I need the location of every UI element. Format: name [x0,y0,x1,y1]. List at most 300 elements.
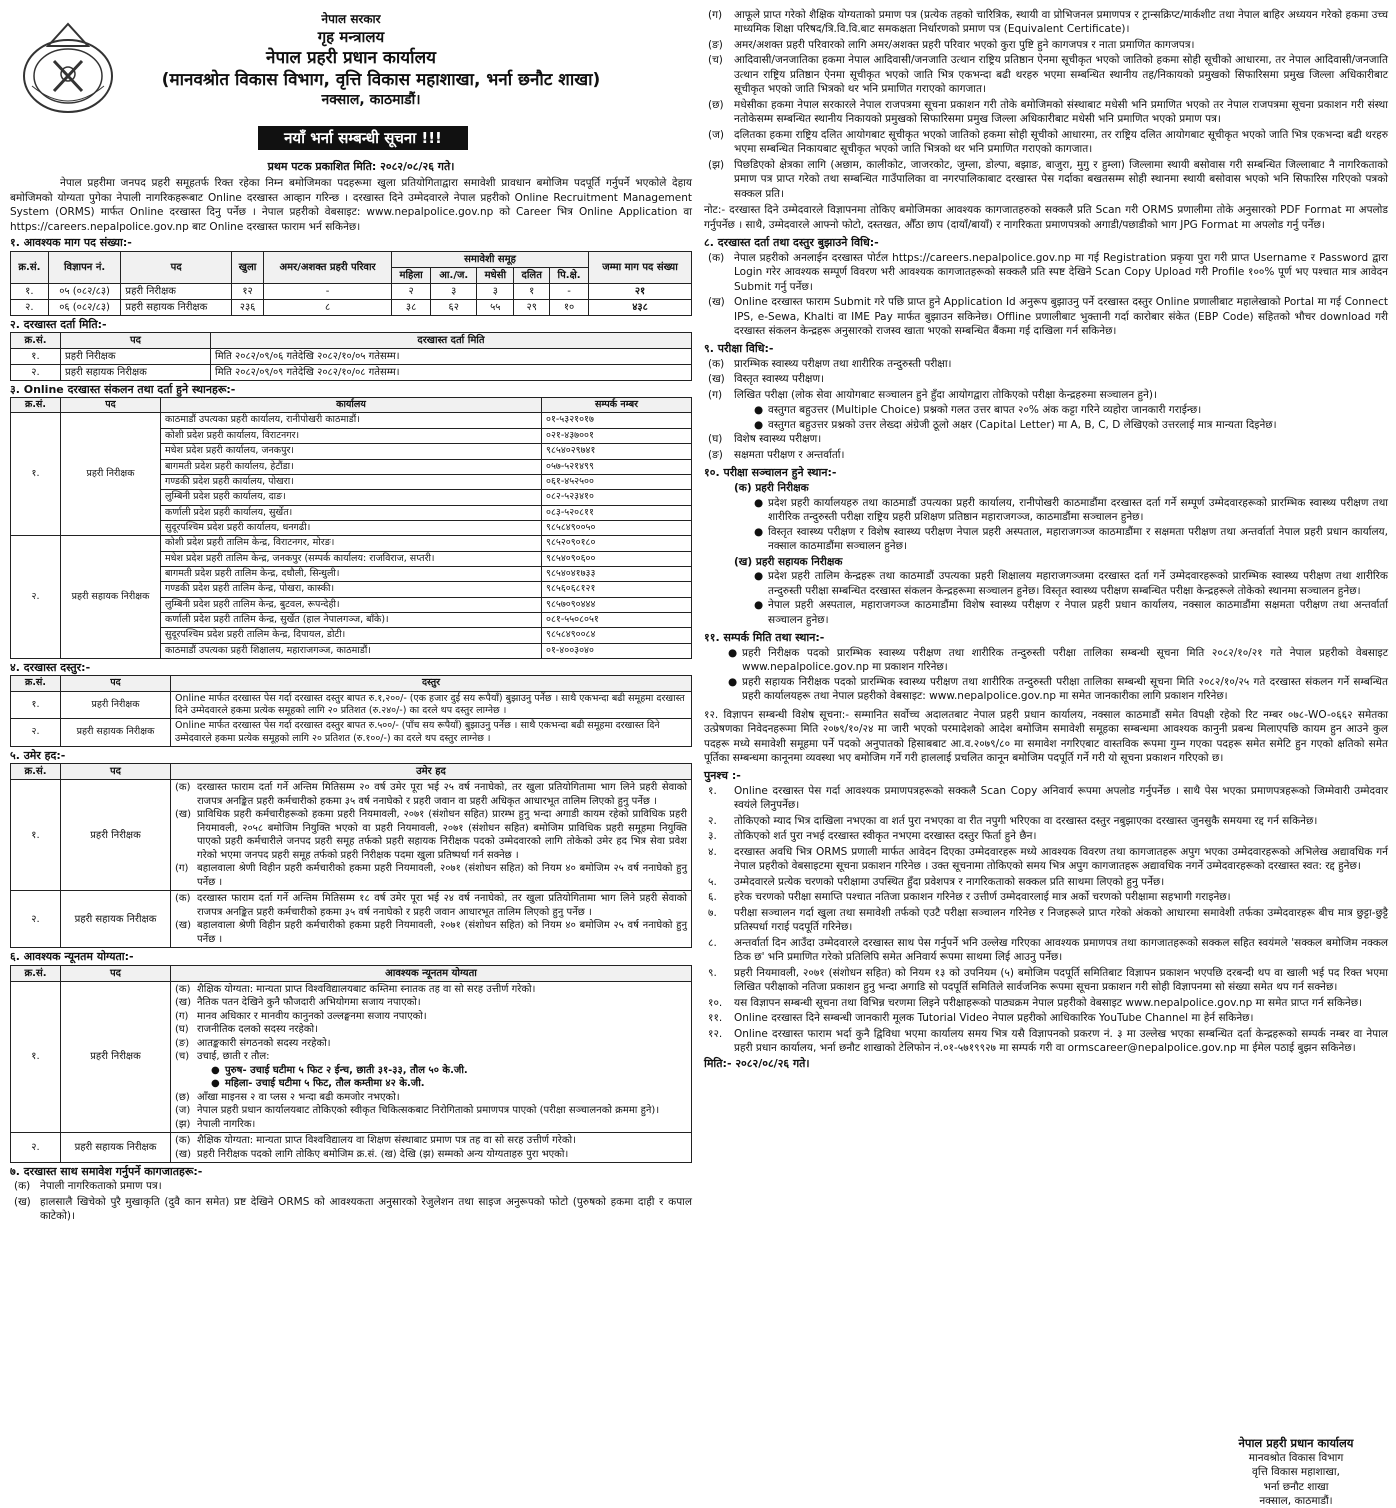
sub-heading: (क) प्रहरी निरीक्षक [734,482,809,495]
col-header: आवश्यक न्यूनतम योग्यता [171,965,692,981]
item-marker: (झ) [708,158,725,171]
item-marker: (ग) [708,388,723,401]
list-item [704,388,1388,402]
cell: Online मार्फत दरखास्त पेस गर्दा दरखास्त दस्तुर बापत रु.५००/- (पाँच सय रूपैयाँ) बुझाउनु पर्नेछ । साथै एकभन्दा बढी समूहमा दरखास्त दिने उम्मेदवारले हकमा प्रत्येक समूहको लागि २० प्रतिशत (रु.१००/-) का दरले थप दस्तुर लाग्नेछ । [171,719,692,747]
table-row [11,1133,692,1163]
col-header: क्र.सं. [11,965,61,981]
section-1-title: १. आवश्यक माग पद संख्या:- [10,236,132,250]
col-header: जम्मा माग पद संख्या [589,251,692,283]
list-item [704,906,1388,935]
list-item [175,1010,687,1024]
cell: प्रहरी सहायक निरीक्षक [61,536,161,659]
col-header: कार्यालय [161,398,542,413]
section-9-title: ९. परीक्षा विधि:- [704,342,774,356]
signature-line: नक्साल, काठमाडौं। [1259,1494,1333,1507]
item-text: बहालवाला श्रेणी विहीन प्रहरी कर्मचारीको हकमा प्रहरी नियमावली, २०७१ (संशोधन सहित) को नियम ४० बमोजिम २५ वर्ष ननाघेको हुनु पर्नेछ । [197,920,687,945]
cell: १. [11,348,61,364]
item-marker: (ङ) [708,448,723,461]
item-marker: (ख) [14,1195,31,1208]
cell: ०५ (०८२/८३) [48,283,121,299]
list-item: ● पुरुष- उचाई घटीमा ५ फिट २ ईन्च, छाती ३१-३३, तौल ५० के.जी. [211,1064,468,1076]
section-5-title: ५. उमेर हद:- [10,748,66,762]
division-name: (मानवश्रोत विकास विभाग, वृत्ति विकास महाशाखा, भर्ना छनौट शाखा) [161,70,601,91]
item-text: नेपाली नागरिक। [197,1118,256,1130]
col-header: पद [61,676,171,691]
table-row [11,719,692,747]
cell: काठमाडौं उपत्यका प्रहरी शिक्षालय, महाराजगञ्ज, काठमाडौं। [161,643,542,658]
docs-list [10,1179,692,1223]
cell: गण्डकी प्रदेश प्रहरी कार्यालय, पोखरा। [161,474,542,489]
section-9-list-2 [704,432,1388,462]
list-item: ● प्रहरी निरीक्षक पदको प्रारम्भिक स्वास्थ्य परीक्षण तथा शारीरिक तन्दुरुस्ती परीक्षा तालिका सम्बन्धी सूचना मिति २०८२/१०/२१ गते नेपाल प्रहरीको वेबसाइट www.nepalpolice.gov.np मा प्रकाशन गरिनेछ। [728,646,1388,674]
bullet-icon: ● [754,418,764,431]
section-10 [704,481,1388,627]
col-header: दस्तुर [171,676,692,691]
section-3-title: ३. Online दरखास्त संकलन तथा दर्ता हुने स्थानहरू:- [10,382,236,396]
list-item [704,784,1388,813]
list-item [175,1118,687,1132]
item-marker: (क) [708,357,725,370]
item-marker: १०. [708,996,723,1009]
item-marker: ५. [708,875,717,888]
docs-note: नोट:- दरखास्त दिने उम्मेदवारले विज्ञापनमा तोकिए बमोजिमका आवश्यक कागजातहरुको सक्कलै प्रति Scan गरी ORMS प्रणालीमा तोके अनुसारको PDF Format मा अपलोड गर्नुपर्नेछ । साथै, उम्मेदवारले आफ्नो फोटो, दस्तखत, औँठा छाप (दायाँ/बायाँ) र नागरिकता प्रमाणपत्रको अगाडी/पछाडीको भाग JPG Format मा अपलोड गर्नु पर्नेछ। [704,204,1388,231]
cell: ९८५८४९००८४ [542,628,692,643]
bullet-icon: ● [754,496,764,509]
header [10,8,692,158]
list-item: ● नेपाल प्रहरी अस्पताल, महाराजगञ्ज काठमाडौंमा विशेष स्वास्थ्य परीक्षण र नेपाल प्रहरी प्रधान कार्यालय, नक्साल काठमाडौंमा सक्षमता परीक्षण तथा अन्तर्वार्ता सञ्चालन हुनेछ। [754,599,1388,626]
list-item [704,128,1388,157]
item-text: नेपाल प्रहरी प्रधान कार्यालयबाट तोकिएको स्वीकृत चिकित्सकबाट निरोगिताको प्रमाणपत्र पाएको (परीक्षा सञ्चालनको क्रममा हुने)। [197,1105,660,1117]
cell: प्रहरी सहायक निरीक्षक [61,364,211,380]
cell: - [264,283,392,299]
cell: काठमाडौं उपत्यका प्रहरी कार्यालय, रानीपोखरी काठमाडौं। [161,413,542,428]
cell: प्रहरी निरीक्षक [61,981,171,1133]
item-marker: (क) [175,893,191,905]
section-8-title: ८. दरखास्त दर्ता तथा दस्तुर बुझाउने विधि:- [704,236,879,250]
item-text: लिखित परीक्षा (लोक सेवा आयोगबाट सञ्चालन हुने हुँदा आयोगद्वारा तोकिएको परीक्षा केन्द्रहरुमा सञ्चालन हुने)। [734,388,1157,401]
item-marker: २. [708,814,717,827]
item-text: तोकिएको म्याद भित्र दाखिला नभएका वा शर्त पुरा नभएका वा रीत नपुगी भरिएका वा दरखास्त दस्तुर नबुझाएका दरखास्त जुनसुकै समयमा रद्द गर्न सकिनेछ। [734,814,1318,827]
right-column [704,8,1388,1072]
item-text: उम्मेदवारले प्रत्येक चरणको परीक्षामा उपस्थित हुँदा प्रवेशपत्र र नागरिकताको सक्कल प्रति साथमा लिएको हुनु पर्नेछ। [734,875,1165,888]
item-marker: (ग) [175,1010,189,1022]
list-item [175,808,687,862]
cell [171,780,692,891]
section-9-list [704,357,1388,402]
cell: मधेश प्रदेश प्रहरी कार्यालय, जनकपुर। [161,444,542,459]
cell: प्रहरी सहायक निरीक्षक [61,891,171,948]
cell: लुम्बिनी प्रदेश प्रहरी तालिम केन्द्र, बुटवल, रूपन्देही। [161,597,542,612]
section-12: १२. विज्ञापन सम्बन्धी विशेष सूचना:- सम्मानित सर्वोच्च अदालतबाट नेपाल प्रहरी प्रधान कार्यालय, नक्साल काठमाडौं समेत विपक्षी रहेको रिट नम्बर ०७८-WO-०६६२ समेतका उत्प्रेषणका निवेदनहरूमा मिति २०७९/१०/२४ मा जारी भएको परमादेशको आदेश बमोजिम समावेशी समूहका सम्बन्धमा आवश्यक कानुनी प्रबन्ध मिलाएपछि कायम हुन आउने कुल पदहरू मध्ये समावेशी समूहमा पर्ने पदको अनुपातको हिसाबबाट आ.व.२०७९/८० मा समावेश नगरिएबाट वास्तविक रूपमा गुम्न गएका पदहरू समेत समेटि हुन गएको क्षतिको समेत पूर्तिका सम्बन्धमा कानूनमा व्यवस्था भए बमोजिम गर्ने गरी हाललाई प्रचलित कानून बमोजिम पदपूर्ति गर्ने गरी यो सूचना प्रकाशन गरिएको छ। [704,708,1388,764]
item-marker: ९. [708,966,717,979]
cell: ३ [431,283,477,299]
item-marker: ३. [708,830,717,843]
cell: २९ [514,299,550,315]
table-row [11,283,692,299]
cell: १. [11,981,61,1133]
signature-line: वृत्ति विकास महाशाखा, [1251,1466,1340,1479]
bullet-icon: ● [728,675,738,688]
item-text: नैतिक पतन देखिने कुनै फौजदारी अभियोगमा सजाय नपाएको। [197,997,421,1009]
cell: ९८५८४९००५० [542,520,692,535]
list-item [175,1023,687,1037]
table-row [11,981,692,1133]
cell: २. [11,1133,61,1163]
cell: ९८५२०९०१८० [542,536,692,551]
item-marker: (ज) [175,1105,191,1117]
col-header: पद [121,251,231,283]
cell: ३८ [392,299,431,315]
cell: २३६ [231,299,263,315]
cell: ०१-४००३०४० [542,643,692,658]
col-header: क्र.सं. [11,764,61,780]
item-marker: (ख) [175,809,191,821]
list-item [704,966,1388,995]
cell: कोशी प्रदेश प्रहरी कार्यालय, विराटनगर। [161,428,542,443]
item-text: अन्तर्वार्ता दिन आउँदा उम्मेदवारले दरखास्त साथ पेस गर्नुपर्ने भनि उल्लेख गरिएका आवश्यक प्रमाणपत्र तथा कागजातहरूको सक्कल सहित स्वयंमले 'सक्कल बमोजिम नक्कल ठिक छ' भनि प्रमाणित गरेको प्रतिलिपि समेत अनिवार्य रूपमा साथमा लिई आउनु पर्नेछ। [734,936,1388,964]
sub-header: आ./ज. [431,267,477,283]
col-header: पद [61,965,171,981]
cell: ९८५७०९०४४४ [542,597,692,612]
fee-table [10,675,692,747]
list-item [704,996,1388,1010]
item-marker: (ग) [708,9,723,21]
cell: ९८५४०९०६०० [542,551,692,566]
section-2-title: २. दरखास्त दर्ता मिति:- [10,317,107,331]
section-11-title: ११. सम्पर्क मिति तथा स्थान:- [704,631,825,645]
col-header: सम्पर्क नम्बर [542,398,692,413]
sub-header: पि.क्षे. [550,267,589,283]
section-8-list [704,251,1388,339]
item-text: नेपाल प्रहरीको अनलाईन दरखास्त पोर्टल https://careers.nepalpolice.gov.np मा गई Registration प्रकृया पुरा गरी प्राप्त Username र Password द्वारा Login गरेर आवश्यक सम्पूर्ण विवरण भरी आवश्यक कागजातहरूको सक्कलै प्रति स्पष्ट देखिने Scan Copy Upload गरी Profile १००% पूर्ण भए पश्चात मात्र आवेदन Submit गर्नु पर्नेछ। [734,251,1388,293]
bullet-icon: ● [754,570,764,583]
cell: प्रहरी निरीक्षक [61,691,171,719]
cell: ०२१-४३७००१ [542,428,692,443]
govt-name: नेपाल सरकार [321,12,381,26]
item-marker: ६. [708,891,717,904]
item-text: तोकिएको शर्त पुरा नभई दरखास्त स्वीकृत नभएमा दरखास्त दस्तुर फिर्ता हुने छैन। [734,830,1037,843]
item-text: Online दरखास्त फाराम Submit गरे पछि प्राप्त हुने Application Id अनुरूप बुझाउनु पर्ने दरखास्त दस्तुर Online प्रणालीबाट महालेखाको Portal मा गई Connect IPS, e-Sewa, Khalti वा IME Pay मार्फत बुझाउन सकिनेछ। Offline प्रणालीबाट भुक्तानी गर्दा कारोबार संकेत (EBP Code) सहितको भौचर download गरी दरखास्त संकलन केन्द्रहरू अनुसारको राजस्व खाता भएको सम्बन्धित बैंकमा गई दाखिला गर्न सकिनेछ। [734,296,1388,337]
col-header: पद [61,398,161,413]
list-item [704,936,1388,965]
list-item: ● विस्तृत स्वास्थ्य परीक्षण र विशेष स्वास्थ्य परीक्षण नेपाल प्रहरी अस्पताल, महाराजगञ्ज काठमाडौंमा र सक्षमता परीक्षण तथा अन्तर्वार्ता नेपाल प्रहरी प्रधान कार्यालय, नक्साल काठमाडौंमा सञ्चालन हुनेछ। [754,525,1388,553]
item-marker: ४. [708,845,717,858]
col-header: क्र.सं. [11,251,49,283]
cell: ०५७-५२१४९९ [542,459,692,474]
list-item [704,158,1388,201]
sub-header: मधेसी [477,267,514,283]
cell: कोशी प्रदेश प्रहरी तालिम केन्द्र, विराटनगर, मोरङ। [161,536,542,551]
cell: प्रहरी सहायक निरीक्षक [61,719,171,747]
item-text: Online दरखास्त पेस गर्दा आवश्यक प्रमाणपत्रहरूको सक्कलै Scan Copy अनिवार्य रूपमा अपलोड गर्नुपर्नेछ । साथै पेस भएका प्रमाणपत्रहरूको जिम्मेवारी उम्मेदवार स्वयंले लिनुपर्नेछ। [734,784,1388,812]
col-header: क्र.सं. [11,332,61,348]
cell: २. [11,891,61,948]
cell: १. [11,691,61,719]
list-item [704,1027,1388,1056]
bullet-icon: ● [754,404,764,417]
list-item [10,1195,692,1224]
cell: २. [11,719,61,747]
cell: १० [550,299,589,315]
item-text: प्रहरी नियमावली, २०७१ (संशोधन सहित) को नियम १३ को उपनियम (५) बमोजिम पदपूर्ति समितिबाट विज्ञापन प्रकाशन भएपछि दरबन्दी थप वा खाली भई पद रिक्त भएमा लिखित परीक्षाको नतिजा प्रकाशन हुनु भन्दा अगाडि सो पदपूर्ति समितिले सार्वजनिक रूपमा सूचना प्रकाशन गरी सोही विज्ञापनमा सो संख्या समेत थप गर्न सक्नेछ। [734,966,1388,994]
list-item: ● वस्तुगत बहुउत्तर प्रश्नको उत्तर लेख्दा अंग्रेजी ठूलो अक्षर (Capital Letter) मा A, B, C, D लेखिएको उत्तरलाई मात्र मान्यता दिइनेछ। [754,418,1277,431]
item-text: सक्षमता परीक्षण र अन्तर्वार्ता। [734,448,845,461]
section-7-title: ७. दरखास्त साथ समावेश गर्नुपर्ने कागजातहरू:- [10,1165,203,1179]
col-header: उमेर हद [171,764,692,780]
item-marker: ७. [708,906,717,919]
list-item: ● वस्तुगत बहुउत्तर (Multiple Choice) प्रश्नको गलत उत्तर बापत २०% अंक कट्टा गरिने व्यहोरा जानकारी गराईन्छ। [754,404,1202,417]
cell: ६२ [431,299,477,315]
cell: २. [11,299,49,315]
sub-header: दलित [514,267,550,283]
item-marker: (ङ) [175,1037,190,1049]
col-header: दरखास्त दर्ता मिति [211,332,692,348]
list-item [10,1179,692,1193]
item-marker: (क) [708,251,725,264]
bullet-icon: ● [754,525,764,538]
col-header: अमर/अशक्त प्रहरी परिवार [264,251,392,283]
cell: प्रहरी निरीक्षक [61,780,171,891]
item-text: हालसालै खिचेको पुरै मुखाकृति (दुवै कान समेत) प्रष्ट देखिने ORMS को आवश्यकता अनुसारको रेजुलेशन तथा साइज अनुरूपको फोटो (पुरुषको हकमा दाही र कपाल काटेको)। [40,1195,692,1223]
list-item [175,1104,687,1118]
qualification-table [10,965,692,1164]
office-name: नेपाल प्रहरी प्रधान कार्यालय [266,48,436,69]
item-text: राजनीतिक दलको सदस्य नरहेको। [197,1024,318,1036]
item-marker: (ख) [175,997,191,1009]
cell: ८ [264,299,392,315]
cell: ०८२-५२३४१० [542,490,692,505]
list-item [175,862,687,889]
bullet-icon: ● [211,1078,220,1090]
bullet-icon: ● [728,646,738,659]
item-marker: (ख) [175,920,191,932]
item-text: मधेसीका हकमा नेपाल सरकारले नेपाल राजपत्रमा सूचना प्रकाशन गरी तोके बमोजिमको संस्थाबाट मधेसी भनि प्रमाणित भएको तर नेपाल राजपत्रमा सूचना प्रकाशन गरी संस्था नतोकेसम्म सम्बन्धित स्थानीय निकायको प्रमुखको सिफारिसमा प्रमुख जिल्ला अधिकारीबाट मधेसी भनि प्रमाणित भएको प्रमाण पत्र। [734,98,1388,126]
item-marker: ८. [708,936,717,949]
table-row [11,348,692,364]
table-row [11,780,692,891]
item-text: पिछडिएको क्षेत्रका लागि (अछाम, कालीकोट, जाजरकोट, जुम्ला, डोल्पा, बझाङ, बाजुरा, मुगु र हुम्ला) जिल्लामा स्थायी बसोवास गरी सम्बन्धित जिल्लाबाट नै नागरिकताको प्रमाण पत्र प्राप्त गरेको तथा सम्बन्धित गाउँपालिका वा नगरपालिकाबाट दरखास्त पेस गर्दाका बखतसम्म सोही स्थानमा स्थायी बसोवास भएको भनि सिफारिस गरिएको पत्रको सक्कल प्रति। [734,158,1388,200]
table-row [11,364,692,380]
sub-header: महिला [392,267,431,283]
list-item [175,919,687,946]
cell: Online मार्फत दरखास्त पेस गर्दा दरखास्त दस्तुर बापत रु.१,२००/- (एक हजार दुई सय रूपैयाँ) बुझाउनु पर्नेछ । साथै एकभन्दा बढी समूहमा दरखास्त दिने उम्मेदवारले हकमा प्रत्येक समूहको लागि २० प्रतिशत (रु.२४०/-) का दरले थप दस्तुर लाग्नेछ । [171,691,692,719]
item-text: विस्तृत स्वास्थ्य परीक्षण। [734,373,825,386]
item-marker: (ख) [175,1148,191,1160]
list-item [175,1134,687,1148]
item-text: प्रारम्भिक स्वास्थ्य परीक्षण तथा शारीरिक तन्दुरुस्ती परीक्षा। [734,357,952,370]
list-item [175,983,687,997]
item-text: मानव अधिकार र मानवीय कानुनको उल्लङ्घनमा सजाय नपाएको। [197,1010,427,1022]
list-item [704,53,1388,96]
list-item [704,295,1388,338]
dates-table [10,332,692,381]
col-header: क्र.सं. [11,676,61,691]
list-item [175,1091,687,1105]
signature-org: नेपाल प्रहरी प्रधान कार्यालय [1238,1435,1354,1450]
item-text: विशेष स्वास्थ्य परीक्षण। [734,433,822,446]
cell: सुदूरपश्चिम प्रदेश प्रहरी कार्यालय, धनगढी। [161,520,542,535]
item-text: आदिवासी/जनजातिका हकमा नेपाल आदिवासी/जनजाति उत्थान राष्ट्रिय प्रतिष्ठान ऐनमा सूचीकृत भएको जातिको हकमा सोही सूचीको आधारमा, तर नेपाल आदिवासी/जनजाति उत्थान राष्ट्रिय प्रतिष्ठान ऐनमा सूचीकृत भएको जाति भित्र एकभन्दा बढी थरहरु भएमा सम्बन्धित स्थानीय तह/निकायको प्रमुखको सिफारिसमा प्रमुख जिल्ला अधिकारीबाट सूचीकृत भएको जाति भित्रको थर भनि प्रमाणित गराएको कागजात। [734,54,1388,96]
list-item [175,1037,687,1051]
list-item [175,781,687,808]
signature-line: भर्ना छनौट शाखा [1263,1480,1329,1493]
list-item [704,829,1388,843]
cell: प्रहरी सहायक निरीक्षक [121,299,231,315]
cell: ०१-५३२१०१७ [542,413,692,428]
item-marker: (छ) [708,98,724,111]
cell: २. [11,536,61,659]
item-marker: (च) [175,1051,190,1063]
col-header: पद [61,332,211,348]
cell: मिति २०८२/०९/०६ गतेदेखि २०८२/१०/०५ गतेसम्म। [211,348,692,364]
item-text: आँखा माइनस २ वा प्लस २ भन्दा बढी कमजोर नभएको। [197,1091,400,1103]
section-4-title: ४. दरखास्त दस्तुर:- [10,660,91,674]
list-item [704,890,1388,904]
cell: बागमती प्रदेश प्रहरी तालिम केन्द्र, दधौली, सिन्धुली। [161,566,542,581]
col-header: खुला [231,251,263,283]
signature-line: मानवश्रोत विकास विभाग [1248,1452,1344,1465]
office-address: नक्साल, काठमाडौं। [321,92,421,109]
cell [171,891,692,948]
item-marker: (क) [175,782,191,794]
centers-table [10,397,692,659]
table-row [11,891,692,948]
demand-table [10,251,692,316]
list-item [704,875,1388,889]
list-item: ● प्रदेश प्रहरी कार्यालयहरु तथा काठमाडौं उपत्यका प्रहरी कार्यालय, रानीपोखरी काठमाडौंमा दरखास्त दर्ता गर्ने सम्पूर्ण उम्मेदवारहरूको प्रारम्भिक स्वास्थ्य परीक्षण तथा शारीरिक तन्दुरुस्ती परीक्षा राष्ट्रिय प्रहरी प्रशिक्षण प्रतिष्ठान महाराजगञ्ज, काठमाडौंमा सञ्चालन हुनेछ। [754,496,1388,524]
cell: ४३८ [589,299,692,315]
notice-date: मिति:- २०८२/०८/२६ गते। [704,1057,810,1071]
cell: मिति २०८२/०९/०९ गतेदेखि २०८२/१०/०८ गतेसम्म। [211,364,692,380]
cell: २ [392,283,431,299]
table-row [11,536,692,551]
list-item [175,892,687,919]
cell: बागमती प्रदेश प्रहरी कार्यालय, हेटौंडा। [161,459,542,474]
item-marker: १. [708,784,717,797]
item-marker: (क) [175,1135,191,1147]
list-item [704,432,1388,446]
cell: १. [11,413,61,536]
cell: २. [11,364,61,380]
section-9-bullets [704,403,1388,432]
header-titles [10,12,692,109]
item-text: यस विज्ञापन सम्बन्धी सूचना तथा विभिन्न चरणमा लिइने परीक्षाहरूको पाठ्यक्रम नेपाल प्रहरीको वेबसाइट www.nepalpolice.gov.np मा समेत प्राप्त गर्न सकिनेछ। [734,996,1363,1009]
item-marker: (झ) [175,1118,191,1130]
sub-heading: (ख) प्रहरी सहायक निरीक्षक [734,555,843,568]
punascha-list [704,784,1388,1056]
item-marker: (च) [708,54,723,67]
item-text: आतङ्ककारी संगठनको सदस्य नरहेको। [197,1037,331,1049]
cell: कर्णाली प्रदेश प्रहरी कार्यालय, सुर्खेत। [161,505,542,520]
item-text: आफूले प्राप्त गरेको शैक्षिक योग्यताको प्रमाण पत्र (प्रत्येक तहको चारित्रिक, स्थायी वा प्रोभिजनल प्रमाणपत्र र ट्रान्सक्रिप्ट/मार्कशीट तथा नेपाल बाहिर अध्ययन गरेको हकमा उच्च माध्यमिक शिक्षा परिषद/त्रि.वि.वि.बाट समकक्षता निर्धारणको प्रमाण पत्र (Equivalent Certificate)। [734,9,1388,36]
item-marker: (घ) [175,1024,189,1036]
item-marker: (ख) [708,373,725,386]
list-item [704,845,1388,874]
item-marker: (क) [14,1180,31,1193]
section-6-title: ६. आवश्यक न्यूनतम योग्यता:- [10,950,134,964]
list-item [175,996,687,1010]
cell: सुदूरपश्चिम प्रदेश प्रहरी तालिम केन्द्र, दिपायल, डोटी। [161,628,542,643]
list-item [704,8,1388,37]
cell: लुम्बिनी प्रदेश प्रहरी कार्यालय, दाङ। [161,490,542,505]
table-row [11,413,692,428]
cell: १. [11,283,49,299]
item-marker: (घ) [708,433,723,446]
intro-paragraph: नेपाल प्रहरीमा जनपद प्रहरी समूहतर्फ रिक्त रहेका निम्न बमोजिमका पदहरूमा खुला प्रतियोगिताद्वारा समावेशी प्रावधान बमोजिम पदपूर्ति गर्नुपर्ने भएकोले देहाय बमोजिमको योग्यता पुगेका नेपाली नागरिकहरूबाट Online दरखास्त आव्हान गरिन्छ । दरखास्त दिने उम्मेदवारले नेपाल प्रहरीको Online Recruitment Management System (ORMS) मार्फत Online दरखास्त दिनु पर्नेछ । नेपाल प्रहरीको वेबसाइट: www.nepalpolice.gov.np को Career भित्र Online Application वा https://careers.nepalpolice.gov.np बाट Online दरखास्त फाराम भर्न सकिनेछ। [10,177,692,233]
item-text: प्राविधिक प्रहरी कर्मचारीहरूको हकमा प्रहरी नियमावली, २०७१ (संशोधन सहित) प्रारम्भ हुनु भन्दा अगाडी कायम रहेको प्राविधिक प्रहरी नियमावली, २०५८ बमोजिम नियुक्ति भएको वा प्रहरी नियमावली, २०७१ (संशोधन सहित) बमोजिम प्राविधिक प्रहरी समूहमा नियुक्ति पाएको प्रहरी कर्मचारीले जनपद प्रहरी समूह तर्फको प्रहरी सहायक निरीक्षक पदको उम्मेदवारको लागि तोकेको उमेर हद भित्र सेवा प्रवेश गरेको भएमा जनपद प्रहरी समूह तर्फको प्रहरी निरीक्षक पदमा खुला प्रतिष्पर्धा गर्न सक्नेछ । [197,809,687,861]
item-marker: (ज) [708,128,724,141]
list-item: ● महिला- उचाई घटीमा ५ फिट, तौल कम्तीमा ४२ के.जी. [211,1078,425,1090]
table-row [11,691,692,719]
cell: ९८५४०४१७३३ [542,566,692,581]
publish-date: प्रथम पटक प्रकाशित मिति: २०८२/०८/२६ गते। [267,160,455,173]
cell: २१ [589,283,692,299]
cell: प्रहरी निरीक्षक [61,348,211,364]
list-item [704,448,1388,462]
item-text: बहालवाला श्रेणी विहीन प्रहरी कर्मचारीको हकमा प्रहरी नियमावली, २०७१ (संशोधन सहित) को नियम ४० बमोजिम २५ वर्ष ननाघेको हुनु पर्नेछ । [197,863,687,888]
item-text: अमर/अशक्त प्रहरी परिवारको लागि अमर/अशक्त प्रहरी परिवार भएको कुरा पुष्टि हुने कागजपत्र र नाता प्रमाणित कागजपत्र। [734,38,1195,51]
bullet-icon: ● [754,599,764,612]
cell: - [550,283,589,299]
cell: प्रहरी निरीक्षक [61,413,161,536]
item-marker: १२. [708,1027,723,1040]
item-marker: (छ) [175,1091,190,1103]
list-item [704,372,1388,386]
table-row [11,299,692,315]
item-marker: (ङ) [708,38,723,51]
item-marker: ११. [708,1012,723,1025]
list-item [704,814,1388,828]
cell: १२ [231,283,263,299]
item-text: उचाई, छाती र तौल: [197,1051,270,1063]
cell: प्रहरी निरीक्षक [121,283,231,299]
section-11 [704,646,1388,704]
left-column [10,8,692,1225]
cell: १. [11,780,61,891]
punascha-title: पुनश्च :- [704,769,741,783]
item-marker: (ग) [175,863,189,875]
list-item: ● प्रदेश प्रहरी तालिम केन्द्रहरू तथा काठमाडौं उपत्यका प्रहरी शिक्षालय महाराजगञ्जमा दरखास्त दर्ता गर्ने उम्मेदवारहरूको प्रारम्भिक स्वास्थ्य परीक्षण तथा शारीरिक तन्दुरुस्ती परीक्षा सम्बन्धित दरखास्त संकलन केन्द्रहरूमा सञ्चालन हुनेछ। विस्तृत स्वास्थ्य परीक्षण सम्बन्धित परीक्षा केन्द्रहरूले तोकेको स्थानमा सञ्चालन हुनेछ। [754,570,1388,597]
cell: ०६१-४५२५०० [542,474,692,489]
item-text: Online दरखास्त फाराम भर्दा कुनै द्विविधा भएमा कार्यालय समय भित्र यसै विज्ञापनको प्रकरण नं. ३ मा उल्लेख भएका सम्बन्धित दर्ता केन्द्रहरूको सम्पर्क नम्बर वा नेपाल प्रहरी प्रधान कार्यालय, भर्ना छनौट शाखाको टेलिफोन नं.०१-५७१९९२७ मा सम्पर्क गरी वा ormscareer@nepalpolice.gov.np मा ईमेल पठाई बुझन सकिनेछ। [734,1027,1388,1054]
list-item [175,1050,687,1064]
item-text: प्रहरी निरीक्षक पदको लागि तोकिए बमोजिम क्र.सं. (ख) देखि (झ) सम्मको अन्य योग्यताहरु पुरा भएको। [197,1148,569,1160]
col-header: पद [61,764,171,780]
age-table [10,763,692,948]
col-header: विज्ञापन नं. [48,251,121,283]
cell: १ [514,283,550,299]
item-text: हरेक चरणको परीक्षा समाप्ति पश्चात नतिजा प्रकाशन गरिनेछ र उत्तीर्ण उम्मेदवारलाई मात्र अर्को चरणको परीक्षामा सहभागी गराइनेछ। [734,891,1231,904]
cell: प्रहरी सहायक निरीक्षक [61,1133,171,1163]
bullet-icon: ● [211,1064,220,1076]
item-text: दलितका हकमा राष्ट्रिय दलित आयोगबाट सूचीकृत भएको जातिको हकमा सोही सूचीको आधारमा, तर राष्ट्रिय दलित आयोगबाट सूचीकृत भएको जाति भित्र एकभन्दा बढी थरहरु भएमा सम्बन्धित निकायबाट सूचीकृत भएको जाति भित्रको थर भनि प्रमाणित गराएको कागजात। [734,128,1388,156]
item-text: दरखास्त फाराम दर्ता गर्ने अन्तिम मितिसम्म २० वर्ष उमेर पूरा भई २५ वर्ष ननाघेको, तर खुला प्रतियोगितामा भाग लिने प्रहरी सेवाको राजपत्र अनङ्कित प्रहरी कर्मचारीको हकमा ३५ वर्ष ननाघेको र प्रहरी जवान वा प्रहरी अधिकृत आधारभूत तालिम लिएको हुनु पर्नेछ । [197,782,687,807]
list-item [175,1148,687,1162]
cell [171,1133,692,1163]
item-text: शैक्षिक योग्यता: मान्यता प्राप्त विश्वविद्यालय वा शिक्षण संस्थाबाट प्रमाण पत्र तह वा सो सरह उत्तीर्ण गरेको। [197,1135,576,1147]
cell: ०८३-५२०८११ [542,505,692,520]
cell: ५५ [477,299,514,315]
cell: ९८५६०६८१२१ [542,582,692,597]
cell: ९८५४०२९७४१ [542,444,692,459]
col-header: समावेशी समूह [392,251,589,267]
item-text: Online दरखास्त दिने सम्बन्धी जानकारी मूलक Tutorial Video नेपाल प्रहरीको आधिकारिक YouTube Channel मा हेर्न सकिनेछ। [734,1012,1254,1025]
cell: ३ [477,283,514,299]
ministry-name: गृह मन्त्रालय [317,27,385,46]
cell: मधेश प्रदेश प्रहरी तालिम केन्द्र, जनकपुर (सम्पर्क कार्यालय: राजविराज, सप्तरी। [161,551,542,566]
item-marker: (ख) [708,296,725,309]
cell: गण्डकी प्रदेश प्रहरी तालिम केन्द्र, पोखरा, कास्की। [161,582,542,597]
